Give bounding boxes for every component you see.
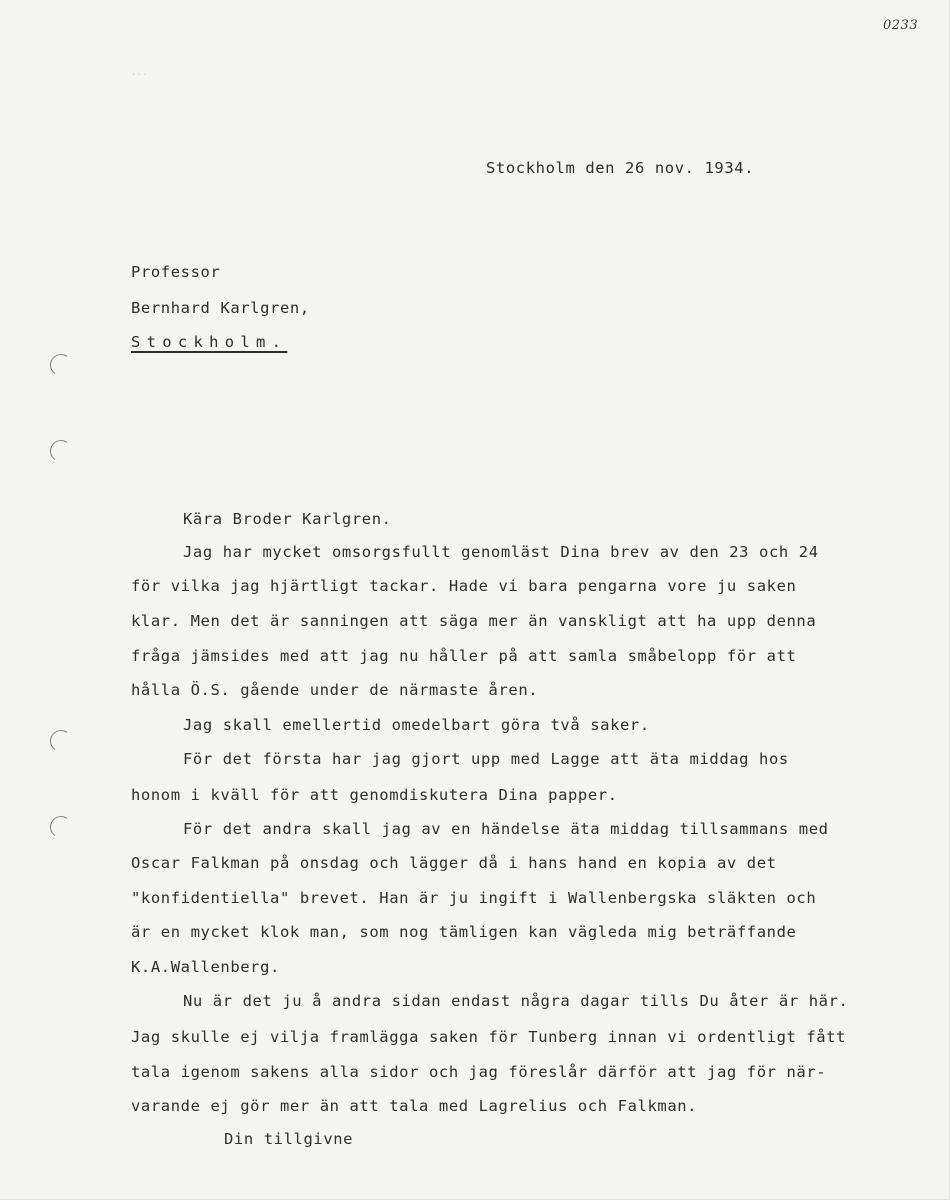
punch-hole: [48, 352, 73, 377]
body-line: Oscar Falkman på onsdag och lägger då i hans hand en kopia av det: [131, 854, 777, 872]
body-line: Nu är det ju å andra sidan endast några dagar tills Du åter är här.: [183, 992, 849, 1010]
recipient-city: Stockholm.: [131, 333, 288, 351]
body-line: För det andra skall jag av en händelse äta middag tillsammans med: [183, 820, 829, 838]
body-line: K.A.Wallenberg.: [131, 958, 280, 976]
archive-number: 0233: [883, 18, 919, 33]
body-line: tala igenom sakens alla sidor och jag föreslår därför att jag för när-: [131, 1063, 827, 1081]
body-line: honom i kväll för att genomdiskutera Dina papper.: [131, 786, 618, 804]
body-line: hålla Ö.S. gående under de närmaste åren.: [131, 681, 539, 699]
punch-hole: [48, 438, 73, 463]
body-line: klar. Men det är sanningen att säga mer än vanskligt att ha upp denna: [131, 612, 817, 630]
body-line: Jag har mycket omsorgsfullt genomläst Dina brev av den 23 och 24: [183, 543, 819, 561]
body-line: Jag skulle ej vilja framlägga saken för Tunberg innan vi ordentligt fått: [131, 1028, 847, 1046]
body-line: är en mycket klok man, som nog tämligen kan vägleda mig beträffande: [131, 923, 797, 941]
recipient-name: Bernhard Karlgren,: [131, 299, 310, 317]
body-line: för vilka jag hjärtligt tackar. Hade vi bara pengarna vore ju saken: [131, 577, 797, 595]
body-line: varande ej gör mer än att tala med Lagrelius och Falkman.: [131, 1097, 698, 1115]
recipient-title: Professor: [131, 263, 221, 281]
pencil-mark: · · ·: [132, 70, 147, 80]
salutation: Kära Broder Karlgren.: [183, 510, 392, 528]
dateline: Stockholm den 26 nov. 1934.: [486, 159, 755, 177]
body-line: Jag skall emellertid omedelbart göra två saker.: [183, 716, 650, 734]
punch-hole: [48, 728, 73, 753]
body-line: "konfidentiella" brevet. Han är ju ingift i Wallenbergska släkten och: [131, 889, 817, 907]
closing: Din tillgivne: [224, 1130, 354, 1148]
punch-hole: [48, 814, 73, 839]
body-line: fråga jämsides med att jag nu håller på att samla småbelopp för att: [131, 647, 797, 665]
body-line: För det första har jag gjort upp med Lagge att äta middag hos: [183, 750, 789, 768]
